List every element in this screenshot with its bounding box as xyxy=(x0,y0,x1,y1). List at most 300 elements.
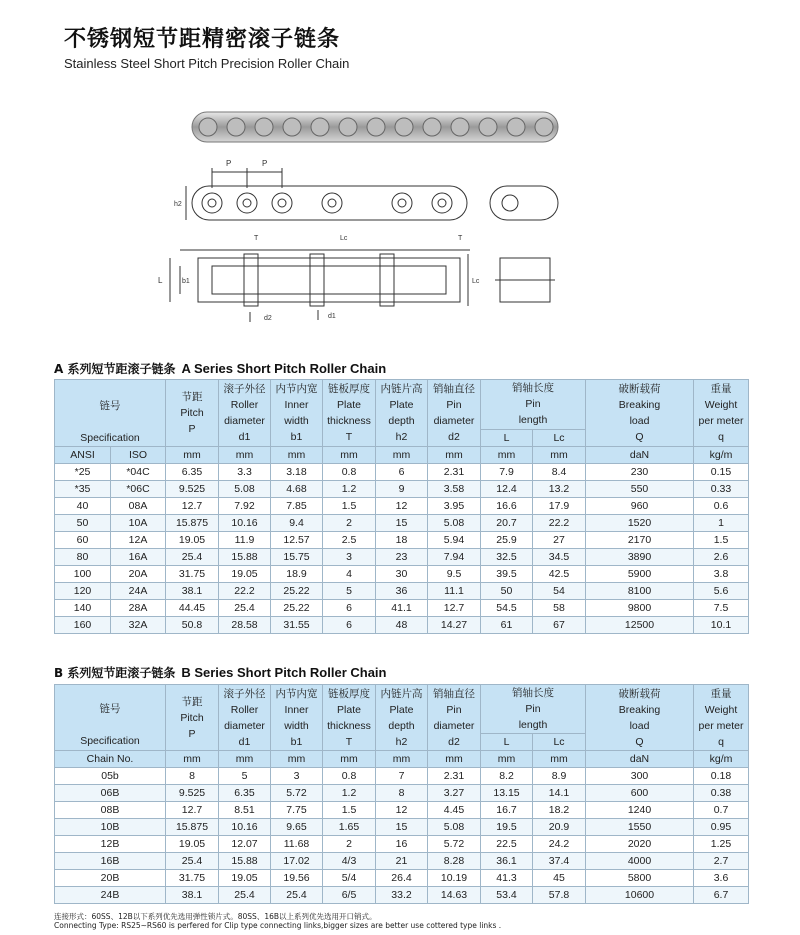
table-cell: 0.95 xyxy=(694,819,749,836)
table-cell: 08B xyxy=(55,802,166,819)
table-cell: 1240 xyxy=(586,802,694,819)
table-cell: 2 xyxy=(323,836,376,853)
table-cell: 7.85 xyxy=(271,498,323,515)
table-cell: 12 xyxy=(376,802,428,819)
table-cell: 12 xyxy=(376,498,428,515)
chain-link-knob xyxy=(423,118,441,136)
table-cell: 28.58 xyxy=(219,617,271,634)
table-cell: 6.35 xyxy=(166,464,219,481)
table-cell: 15.875 xyxy=(166,515,219,532)
table-cell: 14.63 xyxy=(428,887,481,904)
table-cell: 5.72 xyxy=(428,836,481,853)
table-cell: 25.4 xyxy=(166,549,219,566)
table-cell: 41.3 xyxy=(481,870,533,887)
table-row xyxy=(55,532,749,549)
unit-cell: mm xyxy=(376,751,428,768)
unit-cell: mm xyxy=(219,447,271,464)
table-row xyxy=(55,802,749,819)
unit-cell: mm xyxy=(533,447,586,464)
section-a-title-en: A Series Short Pitch Roller Chain xyxy=(181,361,387,376)
table-cell: 15.88 xyxy=(219,549,271,566)
table-cell: 41.1 xyxy=(376,600,428,617)
table-cell: 4.68 xyxy=(271,481,323,498)
d2-label: d2 xyxy=(264,315,272,322)
table-cell: 45 xyxy=(533,870,586,887)
table-cell: 5.08 xyxy=(428,515,481,532)
table-cell: 20A xyxy=(111,566,166,583)
chain-top-view xyxy=(186,168,558,220)
plate-thickness-header: 链板厚度 Plate thickness T xyxy=(323,685,376,751)
table-cell: 100 xyxy=(55,566,111,583)
table-cell: 19.05 xyxy=(219,870,271,887)
section-b-title-en: B Series Short Pitch Roller Chain xyxy=(181,665,387,680)
table-cell: 25.4 xyxy=(219,600,271,617)
l-header: L xyxy=(481,429,533,446)
table-cell: 2170 xyxy=(586,532,694,549)
table-cell: 8.4 xyxy=(533,464,586,481)
table-cell: 5.94 xyxy=(428,532,481,549)
table-cell: 58 xyxy=(533,600,586,617)
table-cell: 38.1 xyxy=(166,583,219,600)
table-cell: 44.45 xyxy=(166,600,219,617)
table-cell: 230 xyxy=(586,464,694,481)
table-row xyxy=(55,549,749,566)
table-cell: 10.16 xyxy=(219,515,271,532)
chain-link-knob xyxy=(367,118,385,136)
table-cell: 0.15 xyxy=(694,464,749,481)
table-cell: 960 xyxy=(586,498,694,515)
table-cell: 11.68 xyxy=(271,836,323,853)
table-cell: 300 xyxy=(586,768,694,785)
table-cell: 25.4 xyxy=(219,887,271,904)
table-cell: 12B xyxy=(55,836,166,853)
table-cell: 3 xyxy=(323,549,376,566)
breaking-load-header: 破断载荷 Breaking load Q xyxy=(586,380,694,447)
table-cell: 1.2 xyxy=(323,481,376,498)
chain-link-knob xyxy=(451,118,469,136)
table-cell: *35 xyxy=(55,481,111,498)
page-subtitle: Stainless Steel Short Pitch Precision Roller Chain xyxy=(64,56,350,71)
table-cell: 8 xyxy=(376,785,428,802)
table-cell: 16B xyxy=(55,853,166,870)
weight-header: 重量 Weight per meter q xyxy=(694,380,749,447)
chain-link-knob xyxy=(227,118,245,136)
table-cell: 14.27 xyxy=(428,617,481,634)
footer-note-cn: 连接形式：60SS、12B以下系列优先选用弹性锁片式。80SS、16B以上系列优先选用开口销式。 xyxy=(54,912,377,921)
table-cell: 120 xyxy=(55,583,111,600)
roller-header: 滚子外径 Roller diameter d1 xyxy=(219,380,271,447)
table-cell: 1550 xyxy=(586,819,694,836)
table-cell: 7.5 xyxy=(694,600,749,617)
table-cell: 16.6 xyxy=(481,498,533,515)
series-a-table xyxy=(54,379,749,634)
lc-label: Lc xyxy=(340,235,348,242)
roller-header: 滚子外径 Roller diameter d1 xyxy=(219,685,271,751)
pin-length-header: 销轴长度 Pin length xyxy=(481,685,586,734)
plate-thickness-header: 链板厚度 Plate thickness T xyxy=(323,380,376,447)
table-cell: 7.9 xyxy=(481,464,533,481)
table-row xyxy=(55,819,749,836)
unit-cell: kg/m xyxy=(694,447,749,464)
table-cell: 0.38 xyxy=(694,785,749,802)
table-cell: 5 xyxy=(219,768,271,785)
chain-link-knob xyxy=(199,118,217,136)
table-cell: *04C xyxy=(111,464,166,481)
table-cell: 5.6 xyxy=(694,583,749,600)
table-cell: 8.9 xyxy=(533,768,586,785)
series-a-body xyxy=(55,464,749,634)
table-cell: 12.7 xyxy=(428,600,481,617)
table-cell: 19.05 xyxy=(219,566,271,583)
table-cell: 11.1 xyxy=(428,583,481,600)
pin-diameter-header: 销轴直径 Pin diameter d2 xyxy=(428,685,481,751)
table-cell: 1.5 xyxy=(323,498,376,515)
unit-cell: mm xyxy=(481,751,533,768)
chain-photo xyxy=(192,112,558,142)
table-cell: 11.9 xyxy=(219,532,271,549)
pin-diameter-header: 销轴直径 Pin diameter d2 xyxy=(428,380,481,447)
table-cell: 16.7 xyxy=(481,802,533,819)
table-row xyxy=(55,768,749,785)
table-cell: 6.35 xyxy=(219,785,271,802)
weight-header: 重量 Weight per meter q xyxy=(694,685,749,751)
unit-cell: mm xyxy=(428,751,481,768)
unit-cell: mm xyxy=(219,751,271,768)
table-cell: 31.75 xyxy=(166,566,219,583)
table-cell: 15 xyxy=(376,819,428,836)
table-cell: 53.4 xyxy=(481,887,533,904)
unit-cell: daN xyxy=(586,751,694,768)
table-cell: 9.525 xyxy=(166,785,219,802)
table-cell: 7.75 xyxy=(271,802,323,819)
table-cell: 50.8 xyxy=(166,617,219,634)
pitch-label: P xyxy=(226,159,232,168)
table-cell: 38.1 xyxy=(166,887,219,904)
table-cell: 9800 xyxy=(586,600,694,617)
lc-header: Lc xyxy=(533,734,586,751)
table-cell: 31.55 xyxy=(271,617,323,634)
table-cell: 2.31 xyxy=(428,768,481,785)
table-cell: 6 xyxy=(376,464,428,481)
table-cell: 0.8 xyxy=(323,768,376,785)
chain-link-knob xyxy=(255,118,273,136)
table-cell: 50 xyxy=(55,515,111,532)
unit-cell: mm xyxy=(376,447,428,464)
inner-width-header: 内节内宽 Inner width b1 xyxy=(271,685,323,751)
table-cell: 2020 xyxy=(586,836,694,853)
table-cell: 15.875 xyxy=(166,819,219,836)
table-cell: 4/3 xyxy=(323,853,376,870)
table-cell: 23 xyxy=(376,549,428,566)
table-cell: 160 xyxy=(55,617,111,634)
unit-cell: mm xyxy=(271,447,323,464)
section-a-title xyxy=(54,360,386,377)
table-cell: 54.5 xyxy=(481,600,533,617)
table-row xyxy=(55,566,749,583)
table-cell: 4 xyxy=(323,566,376,583)
table-cell: 10600 xyxy=(586,887,694,904)
table-cell: 13.2 xyxy=(533,481,586,498)
h2-label: h2 xyxy=(174,201,182,208)
footer-note-en: Connecting Type: RS25~RS60 is perfered for Clip type connecting links,bigger sizes are better use cottered type links . xyxy=(54,921,502,930)
unit-cell: daN xyxy=(586,447,694,464)
table-cell: 19.56 xyxy=(271,870,323,887)
table-cell: 2.5 xyxy=(323,532,376,549)
table-cell: 19.5 xyxy=(481,819,533,836)
table-cell: 10B xyxy=(55,819,166,836)
iso-header: ISO xyxy=(111,447,166,464)
table-cell: 30 xyxy=(376,566,428,583)
table-cell: 8 xyxy=(166,768,219,785)
table-cell: 10A xyxy=(111,515,166,532)
table-cell: 32.5 xyxy=(481,549,533,566)
table-cell: 8.2 xyxy=(481,768,533,785)
table-cell: 6/5 xyxy=(323,887,376,904)
table-cell: 5.72 xyxy=(271,785,323,802)
table-cell: 25.22 xyxy=(271,600,323,617)
table-cell: 37.4 xyxy=(533,853,586,870)
table-cell: 16A xyxy=(111,549,166,566)
table-cell: 8100 xyxy=(586,583,694,600)
table-cell: 25.4 xyxy=(271,887,323,904)
table-row xyxy=(55,515,749,532)
section-b-title-cn: B 系列短节距滚子链条 xyxy=(54,666,176,680)
table-cell: 18 xyxy=(376,532,428,549)
table-cell: 5.08 xyxy=(219,481,271,498)
table-cell: 6.7 xyxy=(694,887,749,904)
table-cell: 0.18 xyxy=(694,768,749,785)
table-cell: 2 xyxy=(323,515,376,532)
table-cell: 1.5 xyxy=(694,532,749,549)
table-cell: 24A xyxy=(111,583,166,600)
chain-link-knob xyxy=(311,118,329,136)
table-cell: 4.45 xyxy=(428,802,481,819)
table-cell: 0.6 xyxy=(694,498,749,515)
table-cell: 21 xyxy=(376,853,428,870)
table-cell: 17.9 xyxy=(533,498,586,515)
table-cell: 600 xyxy=(586,785,694,802)
table-cell: 31.75 xyxy=(166,870,219,887)
pin-length-header: 销轴长度 Pin length xyxy=(481,380,586,430)
table-cell: 6 xyxy=(323,617,376,634)
ansi-header: ANSI xyxy=(55,447,111,464)
page-title: 不锈钢短节距精密滚子链条 xyxy=(64,27,341,52)
table-cell: 54 xyxy=(533,583,586,600)
table-cell: 36.1 xyxy=(481,853,533,870)
table-cell: 0.33 xyxy=(694,481,749,498)
table-cell: 80 xyxy=(55,549,111,566)
table-cell: 6 xyxy=(323,600,376,617)
table-cell: 8.28 xyxy=(428,853,481,870)
pitch-header: 节距 Pitch P xyxy=(166,685,219,751)
table-cell: 12.7 xyxy=(166,802,219,819)
unit-cell: mm xyxy=(166,447,219,464)
table-row xyxy=(55,887,749,904)
chain-side-view xyxy=(170,250,555,322)
breaking-load-header: 破断载荷 Breaking load Q xyxy=(586,685,694,751)
table-cell: 22.2 xyxy=(533,515,586,532)
table-cell: 25.4 xyxy=(166,853,219,870)
table-cell: 3890 xyxy=(586,549,694,566)
table-cell: 25.22 xyxy=(271,583,323,600)
table-row xyxy=(55,870,749,887)
table-cell: *06C xyxy=(111,481,166,498)
series-b-table xyxy=(54,684,749,904)
unit-cell: mm xyxy=(533,751,586,768)
chain-link-knob xyxy=(339,118,357,136)
table-cell: 24B xyxy=(55,887,166,904)
table-cell: 15 xyxy=(376,515,428,532)
table-cell: 20B xyxy=(55,870,166,887)
table-cell: 9.4 xyxy=(271,515,323,532)
plate-depth-header: 内链片高 Plate depth h2 xyxy=(376,685,428,751)
table-cell: 9.5 xyxy=(428,566,481,583)
inner-width-header: 内节内宽 Inner width b1 xyxy=(271,380,323,447)
table-cell: 18.9 xyxy=(271,566,323,583)
table-cell: 06B xyxy=(55,785,166,802)
table-cell: 27 xyxy=(533,532,586,549)
unit-cell: mm xyxy=(166,751,219,768)
table-cell: 3.58 xyxy=(428,481,481,498)
table-cell: 19.05 xyxy=(166,836,219,853)
table-cell: 39.5 xyxy=(481,566,533,583)
table-cell: 12A xyxy=(111,532,166,549)
table-cell: 1 xyxy=(694,515,749,532)
table-cell: 10.1 xyxy=(694,617,749,634)
table-cell: *25 xyxy=(55,464,111,481)
chain-no-header: 链号 Specification xyxy=(55,685,166,751)
table-cell: 20.7 xyxy=(481,515,533,532)
table-cell: 5 xyxy=(323,583,376,600)
table-cell: 5/4 xyxy=(323,870,376,887)
table-cell: 60 xyxy=(55,532,111,549)
table-cell: 36 xyxy=(376,583,428,600)
table-cell: 32A xyxy=(111,617,166,634)
table-cell: 2.6 xyxy=(694,549,749,566)
table-cell: 5.08 xyxy=(428,819,481,836)
table-cell: 7.94 xyxy=(428,549,481,566)
table-cell: 05b xyxy=(55,768,166,785)
table-row xyxy=(55,583,749,600)
t-label: T xyxy=(458,235,463,242)
pitch-header: 节距 Pitch P xyxy=(166,380,219,447)
table-cell: 18.2 xyxy=(533,802,586,819)
table-cell: 12.7 xyxy=(166,498,219,515)
table-cell: 10.16 xyxy=(219,819,271,836)
pitch-label: P xyxy=(262,159,268,168)
table-cell: 7 xyxy=(376,768,428,785)
table-cell: 3.27 xyxy=(428,785,481,802)
table-cell: 13.15 xyxy=(481,785,533,802)
table-cell: 57.8 xyxy=(533,887,586,904)
table-cell: 1.5 xyxy=(323,802,376,819)
table-cell: 42.5 xyxy=(533,566,586,583)
table-cell: 0.7 xyxy=(694,802,749,819)
table-cell: 1520 xyxy=(586,515,694,532)
unit-cell: kg/m xyxy=(694,751,749,768)
lc-header: Lc xyxy=(533,429,586,446)
table-cell: 9.65 xyxy=(271,819,323,836)
table-cell: 0.8 xyxy=(323,464,376,481)
b1-label: b1 xyxy=(182,278,190,285)
table-cell: 12.07 xyxy=(219,836,271,853)
table-row xyxy=(55,853,749,870)
table-row xyxy=(55,481,749,498)
t-label: T xyxy=(254,235,259,242)
table-cell: 3.95 xyxy=(428,498,481,515)
table-cell: 34.5 xyxy=(533,549,586,566)
table-cell: 1.2 xyxy=(323,785,376,802)
table-cell: 50 xyxy=(481,583,533,600)
table-cell: 17.02 xyxy=(271,853,323,870)
table-cell: 10.19 xyxy=(428,870,481,887)
d1-label: d1 xyxy=(328,313,336,320)
chain-no-en-header: Chain No. xyxy=(55,751,166,768)
table-cell: 9.525 xyxy=(166,481,219,498)
chain-link-knob xyxy=(283,118,301,136)
table-cell: 1.65 xyxy=(323,819,376,836)
table-cell: 7.92 xyxy=(219,498,271,515)
table-cell: 3.6 xyxy=(694,870,749,887)
table-cell: 61 xyxy=(481,617,533,634)
table-cell: 20.9 xyxy=(533,819,586,836)
section-b-title xyxy=(54,664,386,681)
chain-illustration xyxy=(150,100,580,335)
chain-link-knob xyxy=(395,118,413,136)
chain-link-knob xyxy=(479,118,497,136)
table-cell: 28A xyxy=(111,600,166,617)
table-row xyxy=(55,498,749,515)
table-cell: 3.3 xyxy=(219,464,271,481)
unit-cell: mm xyxy=(481,447,533,464)
table-cell: 67 xyxy=(533,617,586,634)
table-cell: 24.2 xyxy=(533,836,586,853)
table-cell: 12500 xyxy=(586,617,694,634)
table-cell: 15.75 xyxy=(271,549,323,566)
table-cell: 2.7 xyxy=(694,853,749,870)
table-cell: 14.1 xyxy=(533,785,586,802)
table-cell: 5800 xyxy=(586,870,694,887)
table-cell: 12.4 xyxy=(481,481,533,498)
table-cell: 3 xyxy=(271,768,323,785)
table-row xyxy=(55,600,749,617)
unit-cell: mm xyxy=(271,751,323,768)
lc-label: Lc xyxy=(472,278,480,285)
table-row xyxy=(55,836,749,853)
table-cell: 550 xyxy=(586,481,694,498)
chain-link-knob xyxy=(507,118,525,136)
table-cell: 1.25 xyxy=(694,836,749,853)
table-cell: 140 xyxy=(55,600,111,617)
table-cell: 33.2 xyxy=(376,887,428,904)
table-row xyxy=(55,464,749,481)
table-cell: 15.88 xyxy=(219,853,271,870)
table-cell: 40 xyxy=(55,498,111,515)
table-cell: 12.57 xyxy=(271,532,323,549)
unit-cell: mm xyxy=(428,447,481,464)
unit-cell: mm xyxy=(323,751,376,768)
table-cell: 16 xyxy=(376,836,428,853)
table-cell: 5900 xyxy=(586,566,694,583)
table-cell: 08A xyxy=(111,498,166,515)
table-cell: 19.05 xyxy=(166,532,219,549)
plate-depth-header: 内链片高 Plate depth h2 xyxy=(376,380,428,447)
table-cell: 2.31 xyxy=(428,464,481,481)
l-label: L xyxy=(158,276,163,285)
l-header: L xyxy=(481,734,533,751)
table-cell: 9 xyxy=(376,481,428,498)
table-cell: 22.5 xyxy=(481,836,533,853)
